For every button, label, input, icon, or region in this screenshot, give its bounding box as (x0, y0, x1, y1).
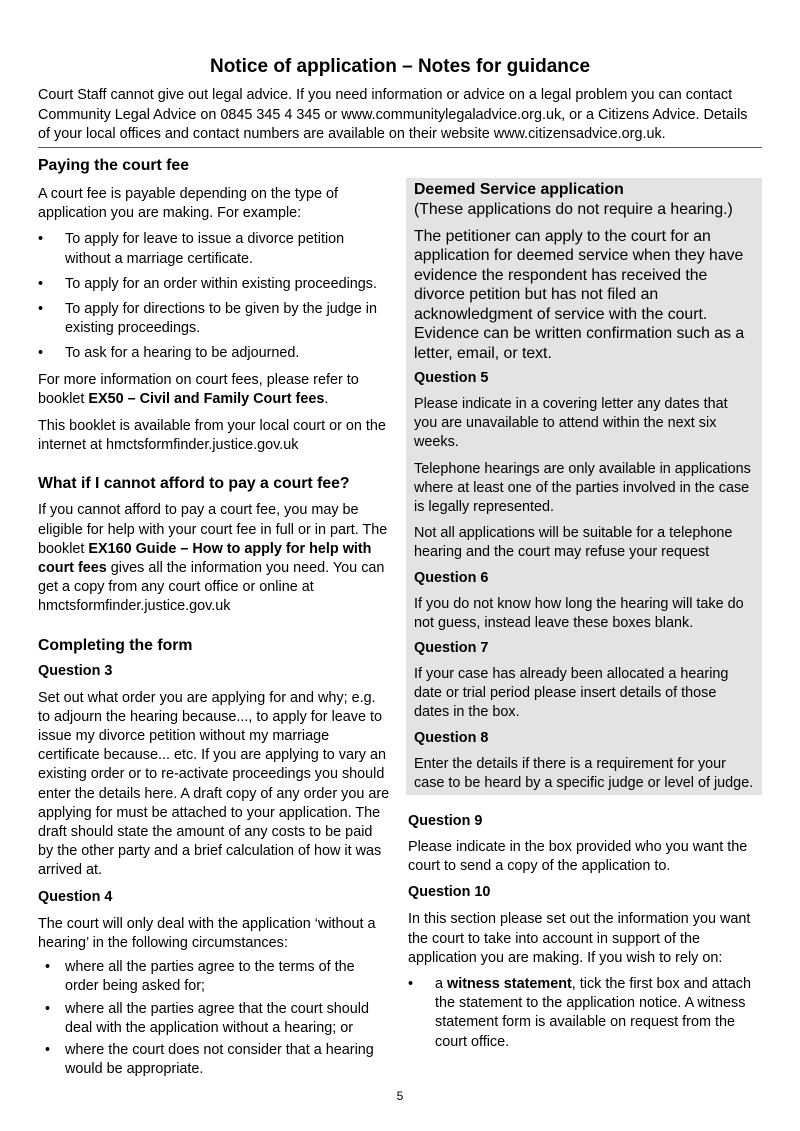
list-item: • a witness statement, tick the first box and attach the statement to the application notice. A witness statement form is available on request from the court office. (408, 976, 751, 1050)
q4-text: The court will only deal with the application ‘without a hearing’ in the following circumstances: (38, 915, 376, 951)
list-item: • where all the parties agree to the terms of the order being asked for; (45, 959, 355, 995)
list-item: • To apply for leave to issue a divorce petition without a marriage certificate. (38, 231, 345, 267)
deemed-heading: Deemed Service application (414, 181, 624, 198)
page-title: Notice of application – Notes for guidance (209, 56, 591, 77)
bullet-icon: • (45, 1041, 51, 1058)
q10-text: In this section please set out the information you want the court to take into account in support of the application you are making. If you wish to rely on: (408, 911, 751, 966)
fee-bullet-list (38, 230, 390, 363)
list-item: • To ask for a hearing to be adjourned. (38, 344, 390, 363)
list-item: • To apply for directions to be given by the judge in existing proceedings. (38, 301, 377, 337)
intro-paragraph: Court Staff cannot give out legal advice. If you need information or advice on a legal problem you can contact Community Legal Advice on 0845 345 4 345 or www.communitylegaladvice.org.uk, or a Citizens Advice. Details of your local offices and contact numbers are available on their website www.citizensadvice.org.uk. (38, 87, 748, 142)
fee-info-paragraph: For more information on court fees, please refer to booklet EX50 – Civil and Family Court fees. (38, 371, 359, 407)
booklet-ex50: EX50 – Civil and Family Court fees (88, 390, 325, 407)
bullet-icon: • (408, 976, 414, 993)
bullet-icon: • (38, 301, 44, 318)
bullet-icon: • (38, 345, 44, 362)
fee-booklet-paragraph: This booklet is available from your local court or on the internet at hmctsformfinder.justice.gov.uk (38, 418, 386, 454)
q8-text: Enter the details if there is a requirement for your case to be heard by a specific judge or level of judge. (414, 755, 754, 791)
list-item: • where the court does not consider that a hearing would be appropriate. (45, 1041, 374, 1078)
bullet-icon: • (38, 231, 44, 248)
q9-text: Please indicate in the box provided who you want the court to send a copy of the application to. (408, 839, 748, 875)
fee-heading: Paying the court fee (38, 157, 189, 174)
list-item: • To apply for an order within existing proceedings. (38, 275, 390, 294)
document-page (38, 0, 762, 1131)
q6-text: If you do not know how long the hearing will take do not guess, instead leave these boxes blank. (414, 595, 744, 631)
list-item: • where all the parties agree that the court should deal with the application without a hearing; or (45, 1000, 369, 1036)
q8-heading: Question 8 (414, 729, 489, 746)
deemed-text: The petitioner can apply to the court for an application for deemed service when they have evidence the respondent has received the divorce petition but has not filed an acknowledgment of service with the court. Evidence can be written confirmation such as a letter, email, or text. (414, 227, 745, 362)
bullet-icon: • (45, 1000, 51, 1017)
q3-text: Set out what order you are applying for and why; e.g. to adjourn the hearing because..., to apply for leave to issue my divorce petition without my marriage certificate because... etc. If you are applying to vary an existing order or to re-activate proceedings you should enter the details here. A draft copy of any order you are applying for must be attached to your application. The draft should state the amount of any costs to be paid by the other party and a brief calculation of how it was arrived at. (38, 689, 390, 879)
fee-intro: A court fee is payable depending on the type of application you are making. For example: (38, 186, 339, 222)
divider (38, 147, 762, 148)
left-column (38, 156, 390, 1079)
deemed-subheading: (These applications do not require a hearing.) (414, 201, 733, 218)
afford-heading: What if I cannot afford to pay a court fee? (38, 475, 350, 493)
completing-heading: Completing the form (38, 636, 193, 654)
q6-heading: Question 6 (414, 569, 489, 586)
page-number: 5 (396, 1089, 404, 1103)
q3-heading: Question 3 (38, 662, 113, 679)
bullet-icon: • (38, 275, 44, 292)
q7-heading: Question 7 (414, 640, 489, 657)
q9-heading: Question 9 (408, 813, 483, 830)
q5-text-1: Please indicate in a covering letter any dates that you are unavailable to attend within the next six weeks. (414, 396, 728, 451)
q5-text-3: Not all applications will be suitable for a telephone hearing and the court may refuse your request (414, 525, 733, 561)
booklet-ex160: EX160 Guide – How to apply for help with court fees (38, 540, 372, 577)
q5-heading: Question 5 (414, 370, 489, 386)
bullet-icon: • (45, 959, 51, 976)
q10-bullet-list (408, 975, 762, 1052)
q10-heading: Question 10 (408, 884, 491, 901)
q4-bullet-list (38, 958, 390, 1079)
q5-text-2: Telephone hearings are only available in applications where at least one of the parties involved in the case is legally represented. (414, 460, 751, 516)
deemed-service-box (406, 178, 762, 795)
afford-paragraph: If you cannot afford to pay a court fee, you may be eligible for help with your court fee in full or in part. The booklet EX160 Guide – How to apply for help with court fees gives all the information you need. You can get a copy from any court office or online at hmctsformfinder.justice.gov.uk (38, 502, 388, 615)
q7-text: If your case has already been allocated a hearing date or trial period please insert details of those dates in the box. (414, 666, 729, 721)
witness-statement-term: witness statement (447, 976, 572, 993)
right-column (408, 178, 762, 1052)
q4-heading: Question 4 (38, 888, 113, 905)
